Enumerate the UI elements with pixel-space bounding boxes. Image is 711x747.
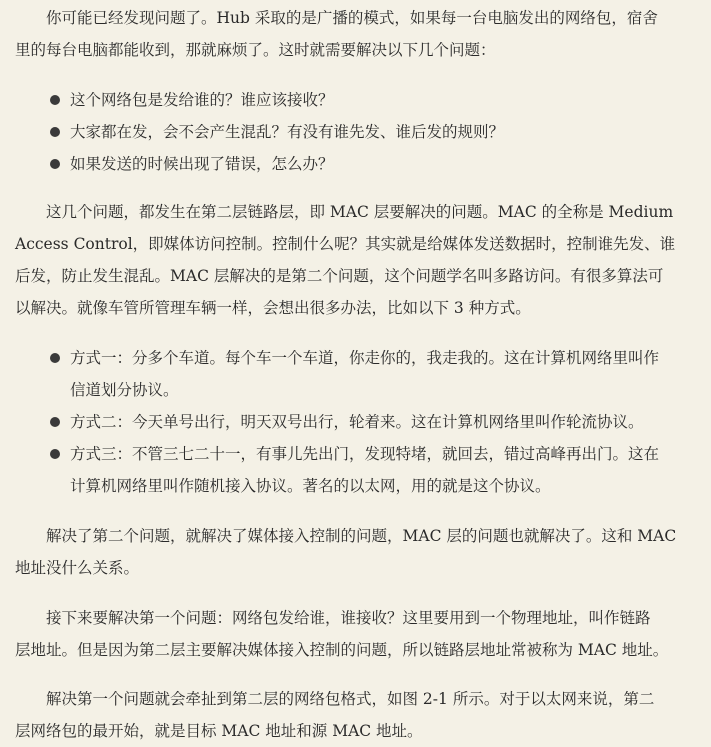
text-line: 你可能已经发现问题了。Hub 采取的是广播的模式，如果每一台电脑发出的网络包，宿舍: [46, 9, 658, 27]
paragraph-packet-format: [15, 683, 701, 747]
method-list: [48, 342, 703, 502]
bullet-icon: [50, 353, 60, 363]
list-item: 大家都在发，会不会产生混乱？有没有谁先发、谁后发的规则？: [48, 116, 703, 148]
list-item: 方式一：分多个车道。每个车一个车道，你走你的，我走我的。这在计算机网络里叫作 信道划分协议。: [48, 342, 703, 406]
text-line: 里的每台电脑都能收到，那就麻烦了。这时就需要解决以下几个问题：: [15, 41, 496, 59]
bullet-icon: [50, 159, 60, 169]
text-line: 后发，防止发生混乱。MAC 层解决的是第二个问题，这个问题学名叫多路访问。有很多算法可: [15, 267, 664, 285]
paragraph-link-address: [15, 602, 701, 666]
text-line: 解决第一个问题就会牵扯到第二层的网络包格式，如图 2-1 所示。对于以太网来说，第二: [46, 690, 655, 708]
text-line: 地址没什么关系。: [15, 559, 140, 577]
text-line: Access Control，即媒体访问控制。控制什么呢？其实就是给媒体发送数据时，控制谁先发、谁: [15, 235, 676, 253]
problem-list: [48, 84, 703, 180]
text-line: 这几个问题，都发生在第二层链路层，即 MAC 层要解决的问题。MAC 的全称是 Medium: [46, 203, 674, 221]
paragraph-mac-layer: [15, 196, 701, 324]
text-line: 以解决。就像车管所管理车辆一样，会想出很多办法，比如以下 3 种方式。: [15, 299, 531, 317]
text-line: 解决了第二个问题，就解决了媒体接入控制的问题，MAC 层的问题也就解决了。这和 MAC: [46, 527, 677, 545]
bullet-icon: [50, 127, 60, 137]
text-line: 层地址。但是因为第二层主要解决媒体接入控制的问题，所以链路层地址常被称为 MAC 地址。: [15, 641, 669, 659]
bullet-icon: [50, 95, 60, 105]
list-item: 方式三：不管三七二十一，有事儿先出门，发现特堵，就回去，错过高峰再出门。这在 计算机网络里叫作随机接入协议。著名的以太网，用的就是这个协议。: [48, 438, 703, 502]
text-line: 接下来要解决第一个问题：网络包发给谁，谁接收？这里要用到一个物理地址，叫作链路: [46, 609, 651, 627]
list-item: 这个网络包是发给谁的？谁应该接收？: [48, 84, 703, 116]
paragraph-hub-problems: [15, 2, 701, 66]
paragraph-media-access: [15, 520, 701, 584]
bullet-icon: [50, 417, 60, 427]
list-item: 方式二：今天单号出行，明天双号出行，轮着来。这在计算机网络里叫作轮流协议。: [48, 406, 703, 438]
text-line: 层网络包的最开始，就是目标 MAC 地址和源 MAC 地址。: [15, 722, 423, 740]
list-item: 如果发送的时候出现了错误，怎么办？: [48, 148, 703, 180]
bullet-icon: [50, 449, 60, 459]
